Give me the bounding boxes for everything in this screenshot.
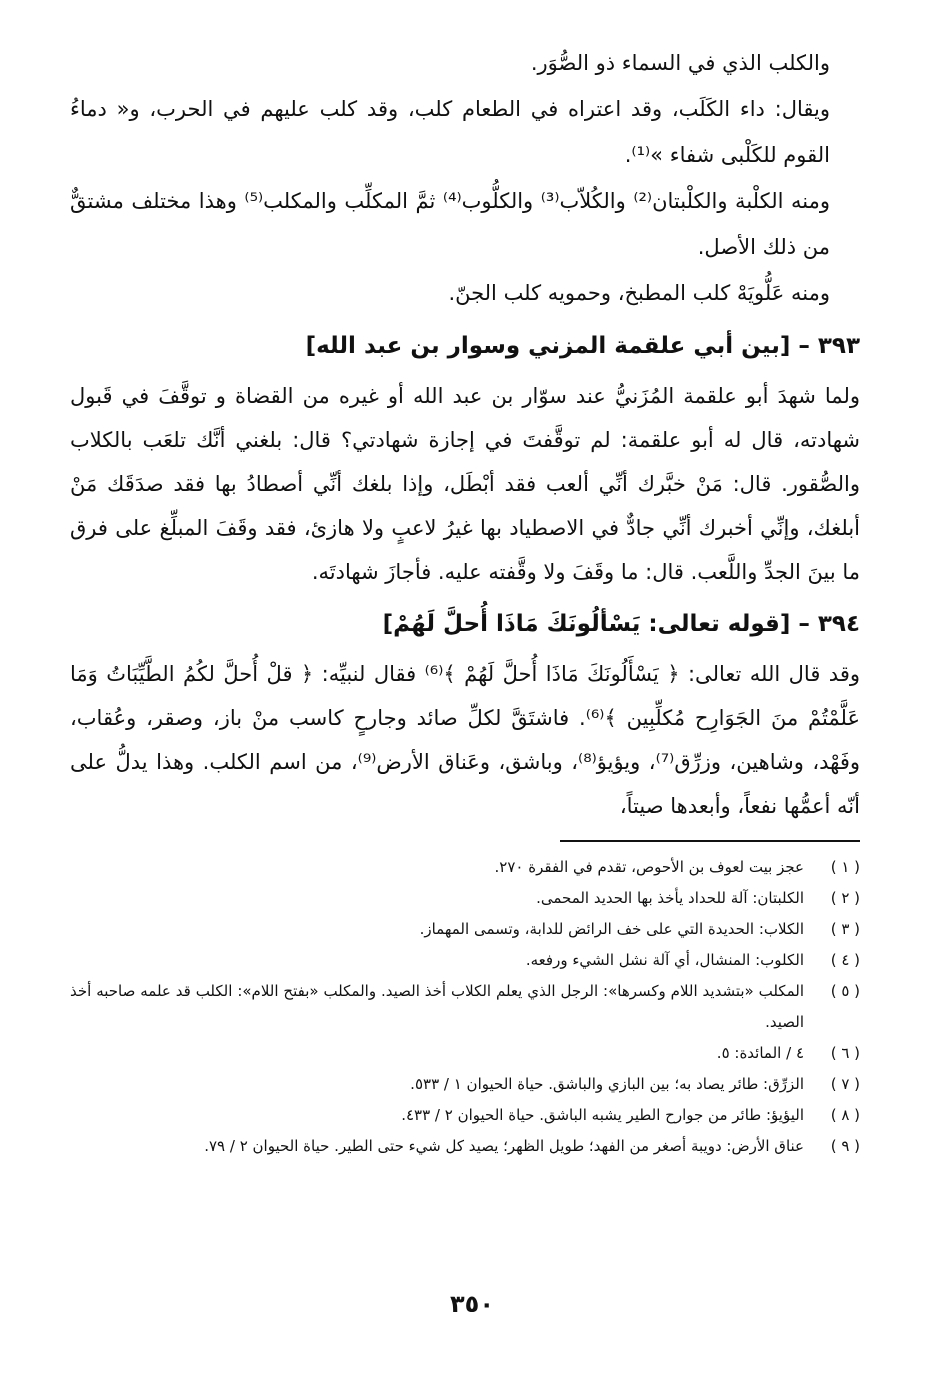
footnote-text: المكلب «بتشديد اللام وكسرها»: الرجل الذي يعلم الكلاب أخذ الصيد. والمكلب «بفتح اللام»: الكلب قد علمه صاحبه أخذ الصيد. (70, 982, 804, 1031)
footnote-item (70, 883, 860, 914)
footnote-number: ( ٣ ) (830, 920, 860, 938)
paragraph-alluwayh: ومنه عَلُّويَهْ كلب المطبخ، وحمويه كلب الجنّ. (448, 281, 830, 305)
paragraph-kalab: ويقال: داء الكَلَب، وقد اعتراه في الطعام كلب، وقد كلب عليهم في الحرب، و« دماءُ القوم للكَلْبى شفاء »⁽¹⁾. (70, 97, 830, 167)
footnote-text: الكلبتان: آلة للحداد يأخذ بها الحديد المحمى. (536, 889, 804, 907)
footnote-text: عجز بيت لعوف بن الأحوص، تقدم في الفقرة ٢٧٠. (494, 858, 804, 876)
section-body-393: ولما شهدَ أبو علقمة المُزَنيُّ عند سوّار بن عبد الله أو غيره من القضاة و توقَّفَ في قَبول شهادته، قال له أبو علقمة: لم توقَّفتَ في إجازة شهادتي؟ قال: بلغني أنَّك تلعَب بالكلاب والصُّقور. قال: مَنْ خبَّرك أنِّي ألعب فقد أبْطَل، وإذا بلغك أنِّي أصطادُ بها فقد صدَقَك مَنْ أبلغك، وإنِّي أخبرك أنِّي جادٌّ في الاصطياد بها غيرُ لاعبٍ ولا هازئ، فقد وقَفَ المبلِّغ على فرق ما بينَ الجدِّ واللَّعب. قال: ما وقَفَ ولا وقَّفته عليه. فأجازَ شهادتَه. (70, 384, 860, 584)
poetry-line: والكلب الذي في السماء ذو الصُّوَر. (530, 51, 830, 75)
footnote-number: ( ٩ ) (830, 1137, 860, 1155)
footnote-item (70, 1069, 860, 1100)
section-heading-393: ٣٩٣ – [بين أبي علقمة المزني وسوار بن عبد الله] (305, 333, 860, 359)
footnote-item (70, 976, 860, 1038)
footnote-item (70, 1038, 860, 1069)
footnote-number: ( ٦ ) (830, 1044, 860, 1062)
footnote-divider (560, 840, 860, 842)
footnote-number: ( ٥ ) (830, 982, 860, 1000)
footnote-number: ( ٨ ) (830, 1106, 860, 1124)
book-page (70, 40, 860, 1162)
footnote-number: ( ٢ ) (830, 889, 860, 907)
footnote-text: الكلاب: الحديدة التي على خف الرائض للدابة، وتسمى المهماز. (419, 920, 804, 938)
footnote-number: ( ٤ ) (830, 951, 860, 969)
footnote-item (70, 914, 860, 945)
section-body-394: وقد قال الله تعالى: ﴿ يَسْأَلُونَكَ مَاذَا أُحلَّ لَهُمْ ﴾⁽⁶⁾ فقال لنبيِّه: ﴿ قلْ أُحلَّ لكُمُ الطَّيِّبَاتُ وَمَا عَلَّمْتُمْ منَ الجَوَارِح مُكلِّبِين ﴾⁽⁶⁾. فاشتَقَّ لكلِّ صائد وجارحٍ كاسب منْ باز، وصقر، وعُقاب، وفَهْد، وشاهين، وزرِّق⁽⁷⁾، ويؤيؤ⁽⁸⁾، وباشق، وعَناق الأرض⁽⁹⁾، من اسم الكلب. وهذا يدلُّ على أنّه أعمُّها نفعاً، وأبعدها صيتاً، (70, 662, 861, 818)
footnote-text: الكلوب: المنشال، أي آلة نشل الشيء ورفعه. (525, 951, 804, 969)
footnote-item (70, 852, 860, 883)
footnote-text: ٤ / المائدة: ٥. (716, 1044, 804, 1062)
footnote-item (70, 945, 860, 976)
footnote-number: ( ٧ ) (830, 1075, 860, 1093)
footnote-text: عناق الأرض: دويبة أصغر من الفهد؛ طويل الظهر؛ يصيد كل شيء حتى الطير. حياة الحيوان ٢ / ٧٩. (204, 1137, 804, 1155)
footnote-item (70, 1131, 860, 1162)
paragraph-derivatives: ومنه الكلْبة والكلْبتان⁽²⁾ والكُلاّب⁽³⁾ والكلُّوب⁽⁴⁾ ثمَّ المكلِّب والمكلب⁽⁵⁾ وهذا مختلف مشتقٌّ من ذلك الأصل. (70, 189, 830, 259)
footnote-number: ( ١ ) (830, 858, 860, 876)
page-number: ٣٥٠ (450, 1290, 494, 1318)
footnote-text: اليؤيؤ: طائر من جوارح الطير يشبه الباشق. حياة الحيوان ٢ / ٤٣٣. (401, 1106, 804, 1124)
footnote-text: الزرِّق: طائر يصاد به؛ بين البازي والباشق. حياة الحيوان ١ / ٥٣٣. (410, 1075, 804, 1093)
footnote-item (70, 1100, 860, 1131)
section-heading-394: ٣٩٤ – [قوله تعالى: يَسْألُونَكَ مَاذَا أُحلَّ لَهُمْ] (382, 611, 860, 637)
footnotes-list (70, 852, 860, 1162)
